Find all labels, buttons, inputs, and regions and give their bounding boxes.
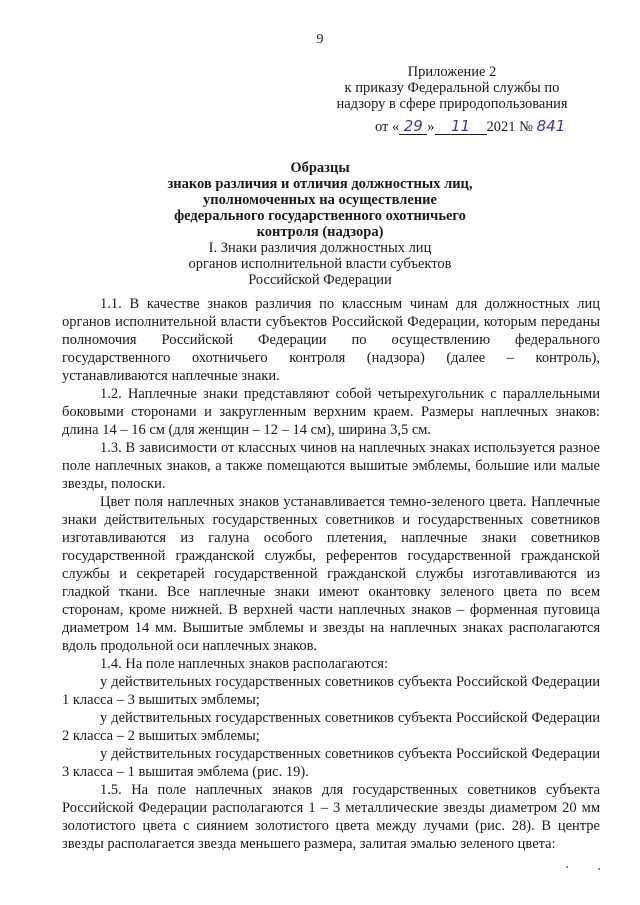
page-number: 9 — [316, 32, 324, 47]
document-body — [62, 295, 600, 853]
paragraph-1-1: 1.1. В качестве знаков различия по классным чинам для должностных лиц органов исполнительной власти субъектов Российской Федерации, которым переданы полномочия Российской Федерации по осуществлению федерального государственного охотничьего контроля (надзора) (далее – контроль), устанавливаются наплечные знаки. — [62, 296, 600, 384]
document-title — [0, 160, 640, 240]
scan-dot — [566, 866, 568, 868]
title-line-5: контроля (надзора) — [256, 224, 384, 240]
order-date-line — [375, 118, 565, 136]
annex-line-1: Приложение 2 — [407, 64, 497, 80]
paragraph-1-2: 1.2. Наплечные знаки представляют собой четырехугольник с параллельными боковыми сторонами и закругленным верхним краем. Размеры наплечных знаков: длина 14 – 16 см (для женщин – 12 – 14 см), ширина 3,5 см. — [62, 386, 600, 438]
order-number-handwritten: 841 — [536, 117, 566, 135]
title-line-3: уполномоченных на осуществление — [203, 192, 437, 208]
section-line-1: I. Знаки различия должностных лиц — [208, 240, 432, 256]
paragraph-color: Цвет поля наплечных знаков устанавливается темно-зеленого цвета. Наплечные знаки действительных государственных советников и государственных советников изготавливаются из галуна особого плетения, наплечные знаки советников государственной гражданской службы, референтов государственной гражданской службы и секретарей государственной гражданской службы изготавливаются из гладкой ткани. Все наплечные знаки имеют окантовку зеленого цвета по всем сторонам, кроме нижней. В верхней части наплечных знаков – форменная пуговица диаметром 14 мм. Вышитые эмблемы и звезды на наплечных знаках располагаются вдоль продольной оси наплечных знаков. — [62, 494, 600, 654]
annex-line-3: надзору в сфере природопользования — [336, 96, 568, 112]
annex-header — [322, 64, 582, 112]
paragraph-1-3: 1.3. В зависимости от классных чинов на наплечных знаках используется разное поле наплечных знаков, а также помещаются вышитые эмблемы, большие или малые звезды, полоски. — [62, 440, 600, 492]
order-year: 2021 № — [486, 119, 533, 135]
title-line-2: знаков различия и отличия должностных лиц, — [167, 176, 473, 192]
order-month-handwritten: 11 — [435, 118, 487, 135]
scan-dot — [598, 868, 600, 870]
paragraph-list-item-2: у действительных государственных советников субъекта Российской Федерации 2 класса – 2 вышитых эмблемы; — [62, 710, 600, 744]
title-line-4: федерального государственного охотничьего — [174, 208, 466, 224]
paragraph-1-4: 1.4. На поле наплечных знаков располагаются: — [100, 656, 389, 672]
order-day-handwritten: 29 — [399, 118, 427, 135]
paragraph-list-item-1: у действительных государственных советников субъекта Российской Федерации 1 класса – 3 вышитых эмблемы; — [62, 674, 600, 708]
section-line-2: органов исполнительной власти субъектов — [188, 256, 452, 272]
section-line-3: Российской Федерации — [248, 272, 392, 288]
paragraph-list-item-3: у действительных государственных советников субъекта Российской Федерации 3 класса – 1 вышитая эмблема (рис. 19). — [62, 746, 600, 780]
section-heading — [0, 240, 640, 288]
order-prefix: от « — [375, 119, 400, 135]
title-line-1: Образцы — [290, 160, 350, 176]
paragraph-1-5: 1.5. На поле наплечных знаков для государственных советников субъекта Российской Федерации располагаются 1 – 3 металлические звезды диаметром 20 мм золотистого цвета с сиянием золотистого цвета между лучами (рис. 28). В центре звезды располагается звезда меньшего размера, залитая эмалью зеленого цвета: — [62, 782, 600, 852]
annex-line-2: к приказу Федеральной службы по — [344, 80, 560, 96]
order-mid: » — [427, 119, 435, 135]
